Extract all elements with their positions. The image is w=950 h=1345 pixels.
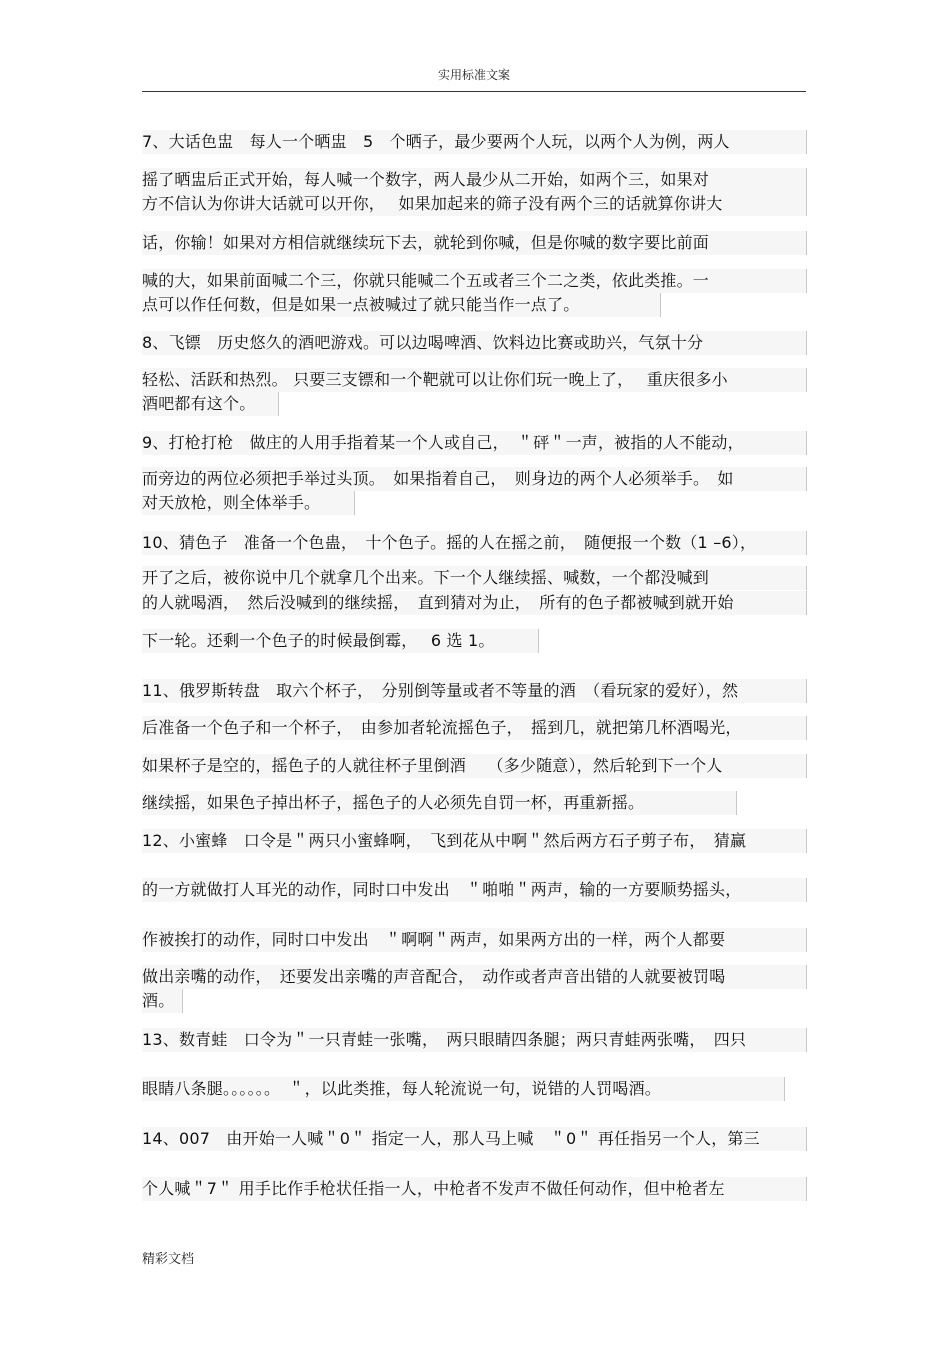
text-line: 喊的大，如果前面喊二个三，你就只能喊二个五或者三个二之类，依此类推。一 [142, 269, 807, 293]
text-line: 点可以作任何数，但是如果一点被喊过了就只能当作一点了。 [142, 293, 661, 317]
text-line: 12、小蜜蜂 口令是＂两只小蜜蜂啊， 飞到花从中啊＂然后两方石子剪子布， 猜赢 [142, 829, 807, 853]
text-line: 酒吧都有这个。 [142, 392, 279, 416]
text-line: 对天放枪，则全体举手。 [142, 491, 355, 515]
text-line: 8、飞镖 历史悠久的酒吧游戏。可以边喝啤酒、饮料边比赛或助兴，气氛十分 [142, 331, 807, 355]
text-line: 9、打枪打枪 做庄的人用手指着某一个人或自己， ＂砰＂一声，被指的人不能动， [142, 431, 807, 455]
text-line: 开了之后，被你说中几个就拿几个出来。下一个人继续摇、喊数，一个都没喊到 [142, 566, 807, 590]
text-line: 的人就喝酒， 然后没喊到的继续摇， 直到猜对为止， 所有的色子都被喊到就开始 [142, 591, 807, 615]
text-line: 后准备一个色子和一个杯子， 由参加者轮流摇色子， 摇到几，就把第几杯酒喝光， [142, 716, 807, 740]
page-header: 实用标准文案 [437, 68, 510, 82]
text-line: 个人喊＂7＂ 用手比作手枪状任指一人，中枪者不发声不做任何动作，但中枪者左 [142, 1177, 807, 1201]
text-line: 14、007 由开始一人喊＂0＂ 指定一人，那人马上喊 ＂0＂ 再任指另一个人，第三 [142, 1127, 807, 1151]
text-line: 继续摇，如果色子掉出杯子，摇色子的人必须先自罚一杯，再重新摇。 [142, 791, 737, 815]
text-line: 7、大话色盅 每人一个晒盅 5 个晒子，最少要两个人玩，以两个人为例，两人 [142, 130, 807, 154]
text-line: 13、数青蛙 口令为＂一只青蛙一张嘴， 两只眼睛四条腿；两只青蛙两张嘴， 四只 [142, 1028, 807, 1052]
header-rule [142, 91, 806, 92]
text-line: 酒。 [142, 989, 183, 1013]
text-line: 轻松、活跃和热烈。 只要三支镖和一个靶就可以让你们玩一晚上了， 重庆很多小 [142, 368, 807, 392]
text-line: 下一轮。还剩一个色子的时候最倒霉， 6 选 1。 [142, 629, 539, 653]
text-line: 11、俄罗斯转盘 取六个杯子， 分别倒等量或者不等量的酒 （看玩家的爱好），然 [142, 679, 807, 703]
text-line: 摇了晒盅后正式开始，每人喊一个数字，两人最少从二开始，如两个三，如果对 [142, 168, 807, 192]
text-line: 话，你输！如果对方相信就继续玩下去，就轮到你喊，但是你喊的数字要比前面 [142, 231, 807, 255]
text-line: 10、猜色子 准备一个色蛊， 十个色子。摇的人在摇之前， 随便报一个数（1 –6）， [142, 531, 807, 555]
text-line: 如果杯子是空的，摇色子的人就往杯子里倒酒 （多少随意），然后轮到下一个人 [142, 754, 807, 778]
text-line: 方不信认为你讲大话就可以开你， 如果加起来的筛子没有两个三的话就算你讲大 [142, 192, 807, 216]
page-footer: 精彩文档 [142, 1252, 195, 1267]
text-line: 眼睛八条腿。。。。。。 ＂，以此类推，每人轮流说一句，说错的人罚喝酒。 [142, 1077, 785, 1101]
text-line: 作被挨打的动作，同时口中发出 ＂啊啊＂两声，如果两方出的一样，两个人都要 [142, 928, 807, 952]
text-line: 而旁边的两位必须把手举过头顶。 如果指着自己， 则身边的两个人必须举手。 如 [142, 467, 807, 491]
text-line: 做出亲嘴的动作， 还要发出亲嘴的声音配合， 动作或者声音出错的人就要被罚喝 [142, 965, 807, 989]
text-line: 的一方就做打人耳光的动作，同时口中发出 ＂啪啪＂两声，输的一方要顺势摇头， [142, 878, 807, 902]
